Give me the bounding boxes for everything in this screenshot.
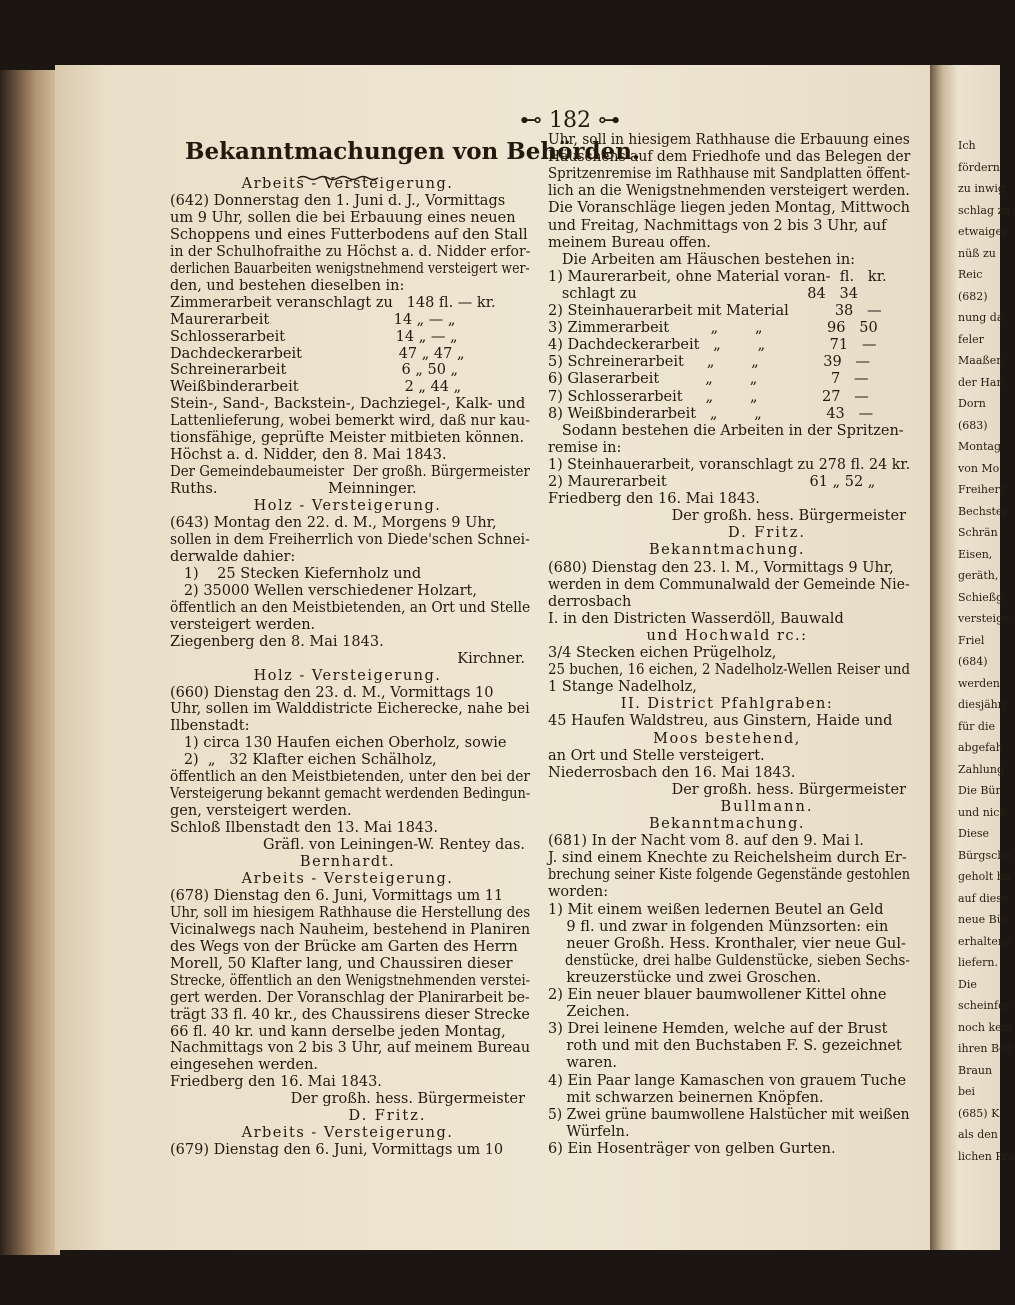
next-page-fragment: scheinfor — [958, 999, 1010, 1012]
ornament-right-icon: ⊶ — [591, 108, 620, 133]
next-page-fragment: Ich — [958, 139, 976, 152]
left-column-line: Bernhardt. — [299, 854, 396, 870]
left-column-line: Schoppens und eines Futterbodens auf den Stall — [170, 226, 528, 243]
next-page-fragment: von Mo — [958, 461, 1000, 475]
right-column-line: 25 buchen, 16 eichen, 2 Nadelholz-Wellen Reiser und — [548, 662, 910, 679]
right-column-line: Niederrosbach den 16. Mai 1843. — [548, 764, 796, 781]
left-column-line: sollen in dem Freiherrlich von Diede'schen Schnei- — [170, 531, 530, 548]
left-column-line: Arbeits - Versteigerung. — [241, 1125, 454, 1142]
right-column-line: worden: — [548, 884, 609, 901]
right-column-line: remise in: — [548, 439, 622, 456]
right-column-line: 2) Maurerarbeit 61 „ 52 „ — [548, 474, 876, 490]
right-column-line: an Ort und Stelle versteigert. — [548, 747, 765, 764]
left-column-line: Holz - Versteigerung. — [253, 667, 442, 684]
right-column-line: Uhr, soll in hiesigem Rathhause die Erbauung eines — [548, 132, 910, 148]
right-column-line: 4) Dachdeckerarbeit „ „ 71 — — [548, 337, 877, 354]
left-column-line: 66 fl. 40 kr. und kann derselbe jeden Montag, — [170, 1023, 506, 1040]
left-column-line: in der Schulhofraithe zu Höchst a. d. Nidder erfor- — [170, 243, 531, 260]
left-column — [170, 176, 530, 1166]
left-column-line: Schloß Ilbenstadt den 13. Mai 1843. — [170, 820, 438, 837]
left-column-line: Stein-, Sand-, Backstein-, Dachziegel-, Kalk- und — [170, 396, 526, 413]
left-column-line: Morell, 50 Klafter lang, und Chaussiren dieser — [170, 955, 513, 972]
right-column-line: (681) In der Nacht vom 8. auf den 9. Mai l. — [548, 833, 864, 850]
next-page-fragment: zu inwig — [958, 182, 1005, 195]
right-column-line: Der großh. hess. Bürgermeister — [671, 781, 906, 798]
left-column-line: Zimmerarbeit veranschlagt zu 148 fl. — kr. — [170, 294, 496, 311]
next-page-fragment: Schrän — [958, 526, 998, 539]
left-column-line: Gräfl. von Leiningen-W. Rentey das. — [263, 837, 525, 854]
right-column-line: mit schwarzen beinernen Knöpfen. — [548, 1089, 824, 1106]
left-column-line: gert werden. Der Voranschlag der Planirarbeit be- — [170, 989, 530, 1006]
next-page-fragment: Diese — [958, 827, 990, 840]
right-column-line: 4) Ein Paar lange Kamaschen von grauem Tuche — [548, 1072, 907, 1089]
right-column-line: 2) Ein neuer blauer baumwollener Kittel ohne — [548, 987, 887, 1003]
next-page-fragment: Bechstei — [958, 504, 1006, 518]
left-column-line: 2) 35000 Wellen verschiedener Holzart, — [170, 582, 477, 599]
page-number — [520, 108, 620, 133]
left-column-line: um 9 Uhr, sollen die bei Erbauung eines neuen — [170, 209, 516, 226]
right-column-line: waren. — [548, 1055, 617, 1072]
next-page-fragment: und nich — [958, 805, 1007, 819]
left-column-line: D. Fritz. — [348, 1108, 427, 1125]
left-column-line: derlichen Bauarbeiten wenigstnehmend versteigert wer- — [170, 260, 530, 277]
right-column-line: 3) Zimmerarbeit „ „ 96 50 — [548, 320, 878, 337]
left-column-line: Versteigerung bekannt gemacht werdenden Bedingun- — [170, 786, 531, 803]
left-column-line: Nachmittags von 2 bis 3 Uhr, auf meinem Bureau — [170, 1040, 531, 1057]
left-column-line: den, und bestehen dieselben in: — [170, 277, 405, 294]
next-page-fragment: (685) K — [958, 1106, 1000, 1120]
left-column-line: Vicinalwegs nach Nauheim, bestehend in Planiren — [170, 921, 531, 938]
right-column-line: D. Fritz. — [727, 525, 807, 542]
right-column-line: Zeichen. — [548, 1004, 630, 1021]
right-column-line: Moos bestehend, — [653, 730, 801, 747]
right-column-line: Die Arbeiten am Häuschen bestehen in: — [548, 251, 856, 268]
left-column-line: öffentlich an den Meistbietenden, unter den bei der — [170, 769, 530, 786]
next-page-fragment: nung da — [958, 311, 1004, 324]
next-page-fragment: fördern — [958, 160, 1000, 174]
right-column-line: II. District Pfahlgraben: — [620, 696, 834, 713]
right-column-line: Die Voranschläge liegen jeden Montag, Mittwoch — [548, 200, 910, 217]
next-page-fragment: Friel — [958, 633, 985, 647]
left-column-line: gen, versteigert werden. — [170, 803, 352, 820]
next-page-fragment: der Han — [958, 375, 1004, 389]
right-column-line: brechung seiner Kiste folgende Gegenstände gestohlen — [548, 867, 911, 884]
next-page-fragment: versteige — [958, 612, 1010, 625]
left-column-line: derwalde dahier: — [170, 548, 296, 565]
left-column-line: Strecke, öffentlich an den Wenigstnehmenden verstei- — [170, 972, 531, 989]
left-column-line: Ilbenstadt: — [170, 718, 250, 735]
right-column — [548, 132, 910, 1172]
right-column-line: 5) Zwei grüne baumwollene Halstücher mit weißen — [548, 1106, 910, 1123]
left-column-line: Der Gemeindebaumeister Der großh. Bürgermeister — [170, 464, 530, 481]
next-page-fragment: geholt ha — [958, 870, 1011, 883]
page-number-text: 182 — [549, 108, 591, 133]
next-page-fragment: (682) — [958, 289, 988, 303]
next-page-fragment: abgefah — [958, 741, 1003, 754]
next-page-fragment: neue Bür — [958, 913, 1010, 926]
left-column-line: Dachdeckerarbeit 47 „ 47 „ — [170, 345, 465, 362]
left-column-line: Maurerarbeit 14 „ — „ — [170, 311, 456, 328]
left-column-line: Uhr, soll im hiesigem Rathhause die Herstellung des — [170, 904, 531, 921]
left-column-line: Schlosserarbeit 14 „ — „ — [170, 328, 458, 345]
left-column-line: 1) circa 130 Haufen eichen Oberholz, sowie — [170, 735, 507, 752]
next-page-fragment: ihren Bed — [958, 1042, 1013, 1055]
next-page-fragment: Eisen, — [958, 547, 993, 561]
next-page-fragment: schlag zu — [958, 203, 1011, 217]
left-column-line: Lattenlieferung, wobei bemerkt wird, daß nur kau- — [170, 413, 530, 430]
left-column-line: (679) Dienstag den 6. Juni, Vormittags um 10 — [170, 1142, 504, 1159]
left-column-line: Höchst a. d. Nidder, den 8. Mai 1843. — [170, 447, 447, 464]
left-column-line: (678) Dienstag den 6. Juni, Vormittags um 11 — [170, 887, 504, 904]
right-column-line: 7) Schlosserarbeit „ „ 27 — — [548, 388, 869, 405]
right-column-line: Friedberg den 16. Mai 1843. — [548, 491, 760, 508]
right-column-line: werden in dem Communalwald der Gemeinde Nie- — [548, 576, 910, 593]
next-page-fragment: Die Bür — [958, 784, 1001, 797]
right-column-line: und Freitag, Nachmittags von 2 bis 3 Uhr, auf — [548, 217, 887, 234]
next-page-fragment: auf diese — [958, 891, 1009, 905]
next-page-fragment: Die — [958, 977, 977, 991]
next-page-fragment: bei — [958, 1085, 976, 1098]
next-page-fragment: für die — [958, 719, 995, 733]
right-column-line: neuer Großh. Hess. Kronthaler, vier neue Gul- — [548, 935, 906, 952]
next-page-fragment: Schießg — [958, 590, 1004, 604]
next-page-fragment: (684) — [958, 655, 988, 668]
left-column-line: Weißbinderarbeit 2 „ 44 „ — [170, 379, 462, 396]
left-column-line: Uhr, sollen im Walddistricte Eicherecke, nahe bei — [170, 701, 530, 718]
right-column-line: Der großh. hess. Bürgermeister — [671, 508, 906, 525]
right-column-line: (680) Dienstag den 23. l. M., Vormittags 9 Uhr, — [548, 559, 894, 576]
next-page-fragment: Bürgsche — [958, 848, 1011, 862]
left-column-line: Arbeits - Versteigerung. — [241, 870, 454, 887]
next-page-fragment: werden — [958, 676, 1000, 690]
next-page-fragment: Montag — [958, 440, 1001, 453]
right-column-line: 6) Ein Hosenträger von gelben Gurten. — [548, 1140, 836, 1157]
right-column-line: 1 Stange Nadelholz, — [548, 679, 697, 696]
next-page-fragment: nüß zu — [958, 246, 996, 260]
left-column-line: Der großh. hess. Bürgermeister — [290, 1091, 525, 1108]
left-column-line: versteigert werden. — [170, 616, 316, 633]
right-column-line: 1) Steinhauerarbeit, voranschlagt zu 278 fl. 24 kr. — [548, 456, 911, 473]
next-page-fragment: feler — [958, 332, 984, 346]
right-column-line: J. sind einem Knechte zu Reichelsheim durch Er- — [548, 850, 907, 867]
left-column-line: Arbeits - Versteigerung. — [241, 176, 454, 192]
left-column-line: Schreinerarbeit 6 „ 50 „ — [170, 362, 459, 379]
left-column-line: Ziegenberg den 8. Mai 1843. — [170, 633, 384, 650]
right-column-line: 1) Maurerarbeit, ohne Material voran- fl. kr. — [548, 268, 887, 285]
right-column-line: Würfeln. — [548, 1123, 630, 1140]
next-page-fragment: Braun — [958, 1063, 993, 1077]
right-column-line: derrosbach — [548, 593, 632, 610]
next-page-fragment: lichen Prü — [958, 1149, 1015, 1163]
left-column-line: Holz - Versteigerung. — [253, 498, 442, 515]
right-column-line: 9 fl. und zwar in folgenden Münzsorten: ein — [548, 918, 889, 935]
next-page-fragment: liefern. — [958, 956, 998, 969]
right-column-line: lich an die Wenigstnehmenden versteigert werden. — [548, 183, 910, 200]
right-column-line: Bekanntmachung. — [648, 542, 806, 559]
next-page-fragment: Dorn — [958, 397, 986, 410]
right-column-line: I. in den Districten Wasserdöll, Bauwald — [548, 610, 844, 627]
left-column-line: Kirchner. — [457, 650, 525, 667]
right-column-line: Bullmann. — [720, 798, 814, 815]
book-edge-left — [0, 70, 60, 1255]
right-column-line: 3/4 Stecken eichen Prügelholz, — [548, 645, 777, 661]
next-page-fragment: (683) — [958, 418, 988, 432]
right-column-line: 8) Weißbinderarbeit „ „ 43 — — [548, 405, 874, 422]
next-page-fragment: Freiherr — [958, 483, 1006, 496]
right-column-line: kreuzerstücke und zwei Groschen. — [548, 969, 822, 986]
right-column-line: 6) Glaserarbeit „ „ 7 — — [548, 371, 869, 388]
right-column-line: schlagt zu 84 34 — [548, 285, 858, 302]
next-page-fragment: Zahlung — [958, 762, 1005, 776]
right-column-line: Sodann bestehen die Arbeiten in der Spritzen- — [548, 422, 904, 439]
right-column-line: denstücke, drei halbe Guldenstücke, sieben Sechs- — [548, 952, 910, 969]
ornament-left-icon: ⊷ — [520, 108, 549, 133]
next-page-fragment: noch kein — [958, 1020, 1013, 1034]
left-column-line: des Wegs von der Brücke am Garten des Herrn — [170, 938, 518, 955]
right-column-line: und Hochwald rc.: — [646, 627, 808, 644]
left-column-line: (642) Donnerstag den 1. Juni d. J., Vormittags — [170, 192, 506, 209]
left-column-line: trägt 33 fl. 40 kr., des Chaussirens dieser Strecke — [170, 1006, 530, 1023]
page-heading: Bekanntmachungen von Behörden. — [185, 138, 640, 165]
next-page-fragment: Maaßen — [958, 354, 1004, 367]
next-page-fragment: als den — [958, 1128, 998, 1141]
left-column-line: eingesehen werden. — [170, 1057, 319, 1074]
right-column-line: roth und mit den Buchstaben F. S. gezeichnet — [548, 1038, 902, 1055]
right-column-line: 1) Mit einem weißen ledernen Beutel an Geld — [548, 901, 884, 918]
left-column-line: Ruths. Meinninger. — [170, 481, 417, 498]
right-column-line: 45 Haufen Waldstreu, aus Ginstern, Haide und — [548, 713, 893, 730]
left-column-line: öffentlich an den Meistbietenden, an Ort und Stelle — [170, 599, 531, 616]
next-page-fragment: diesjähri — [958, 698, 1007, 711]
left-column-line: Friedberg den 16. Mai 1843. — [170, 1074, 382, 1091]
right-column-line: Bekanntmachung. — [648, 816, 806, 832]
left-column-line: 1) 25 Stecken Kiefernholz und — [170, 565, 422, 582]
right-column-line: 3) Drei leinene Hemden, welche auf der Brust — [548, 1021, 888, 1038]
left-column-line: tionsfähige, geprüfte Meister mitbieten können. — [170, 430, 525, 447]
right-column-line: 5) Schreinerarbeit „ „ 39 — — [548, 354, 871, 371]
next-page-fragment: etwaiger — [958, 225, 1008, 238]
left-column-line: 2) „ 32 Klafter eichen Schälholz, — [170, 752, 437, 769]
right-column-line: Spritzenremise im Rathhause mit Sandplatten öffent- — [548, 166, 911, 183]
right-column-line: 2) Steinhauerarbeit mit Material 38 — — [548, 303, 882, 319]
left-column-line: (643) Montag den 22. d. M., Morgens 9 Uhr, — [170, 515, 497, 531]
left-column-line: (660) Dienstag den 23. d. M., Vormittags 10 — [170, 684, 494, 701]
next-page-fragment: geräth, — [958, 569, 999, 582]
right-column-line: meinem Bureau offen. — [548, 234, 711, 251]
next-page-fragment: Reic — [958, 268, 983, 281]
right-column-line: Häuschens auf dem Friedhofe und das Belegen der — [548, 149, 911, 166]
next-page-fragment: erhaltene — [958, 934, 1012, 948]
